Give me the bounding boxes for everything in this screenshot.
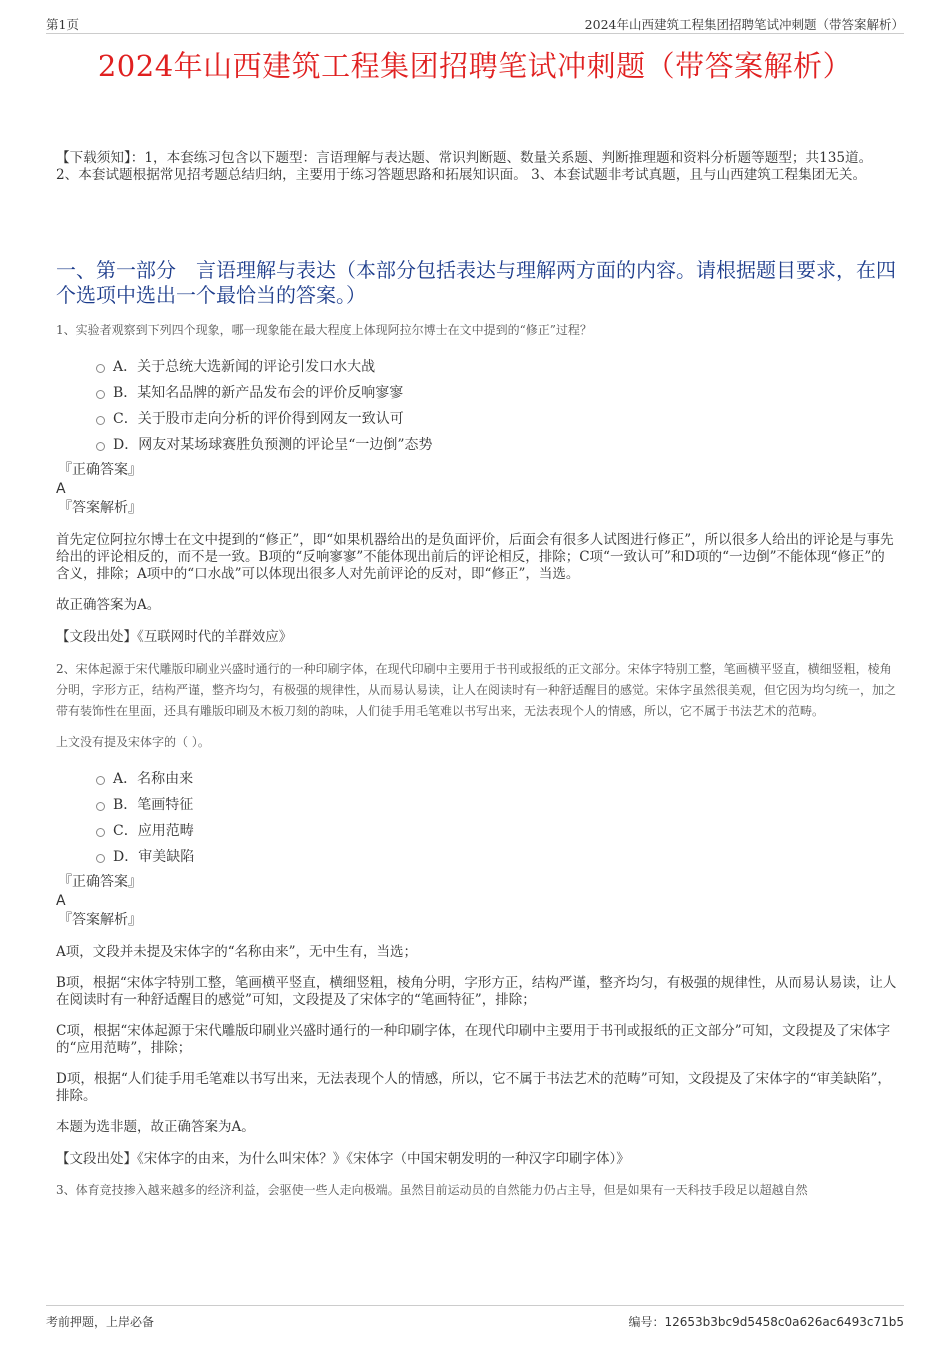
q1-option-a-label: A．关于总统大选新闻的评论引发口水大战 bbox=[113, 359, 376, 375]
question-2-text: 2、宋体起源于宋代雕版印刷业兴盛时通行的一种印刷字体，在现代印刷中主要用于书刊或报纸的正文部分。宋体字特别工整，笔画横平竖直，横细竖粗，棱角分明，字形方正，结构严谨，整齐均匀，有极强的规律性，从而易认易读，让人在阅读时有一种舒适醒目的感觉。宋体字虽然很美观，但它因为均匀统一，加之带有装饰性在里面，还具有雕版印刷及木板刀刻的韵味，人们徒手用毛笔难以书写出来，无法表现个人的情感，所以，它不属于书法艺术的范畴。 bbox=[56, 662, 897, 718]
q2-source: 【文段出处】《宋体字的由来，为什么叫宋体？》《宋体字（中国宋朝发明的一种汉字印刷字体）》 bbox=[56, 1151, 630, 1167]
q2-analysis-d: D项，根据“人们徒手用毛笔难以书写出来，无法表现个人的情感，所以，它不属于书法艺术的范畴”可知，文段提及了宋体字的“审美缺陷”，排除。 bbox=[56, 1071, 891, 1104]
question-2-options bbox=[96, 765, 898, 869]
q2-analysis-c: C项，根据“宋体起源于宋代雕版印刷业兴盛时通行的一种印刷字体，在现代印刷中主要用于书刊或报纸的正文部分”可知，文段提及了宋体字的“应用范畴”，排除； bbox=[56, 1023, 891, 1056]
q1-analysis-label: 『答案解析』 bbox=[58, 500, 142, 516]
question-1 bbox=[56, 320, 898, 646]
question-1-options bbox=[96, 353, 898, 457]
page-number: 第1页 bbox=[46, 17, 79, 32]
question-3 bbox=[56, 1180, 898, 1201]
page-footer bbox=[46, 1305, 904, 1330]
radio-icon[interactable] bbox=[96, 802, 105, 811]
footer-slogan: 考前押题，上岸必备 bbox=[46, 1315, 155, 1329]
q2-option-c-label: C．应用范畴 bbox=[113, 823, 194, 839]
q2-option-d[interactable] bbox=[96, 843, 898, 869]
document-title: 2024年山西建筑工程集团招聘笔试冲刺题（带答案解析） bbox=[97, 49, 853, 83]
q1-analysis: 首先定位阿拉尔博士在文中提到的“修正”，即“如果机器给出的是负面评价，后面会有很多人试图进行修正”，所以很多人给出的评论是与事先给出的评论相反的，而不是一致。B项的“反响寥寥”不能体现出前后的评论相反，排除；C项“一致认可”和D项的“一边倒”不能体现“修正”的含义，排除；A项中的“口水战”可以体现出很多人对先前评论的反对，即“修正”，当选。 bbox=[56, 532, 894, 582]
question-1-text: 1、实验者观察到下列四个现象，哪一现象能在最大程度上体现阿拉尔博士在文中提到的“修正”过程？ bbox=[56, 323, 592, 337]
q1-answer: A bbox=[56, 481, 66, 497]
radio-icon[interactable] bbox=[96, 854, 105, 863]
q1-option-b-label: B．某知名品牌的新产品发布会的评价反响寥寥 bbox=[113, 385, 404, 401]
radio-icon[interactable] bbox=[96, 828, 105, 837]
footer-code-label: 编号： bbox=[628, 1315, 665, 1329]
question-2 bbox=[56, 659, 898, 1168]
q2-option-a-label: A．名称由来 bbox=[113, 771, 194, 787]
q1-option-c-label: C．关于股市走向分析的评价得到网友一致认可 bbox=[113, 411, 404, 427]
q2-analysis-b: B项，根据“宋体字特别工整，笔画横平竖直，横细竖粗，棱角分明，字形方正，结构严谨，整齐均匀，有极强的规律性，从而易认易读，让人在阅读时有一种舒适醒目的感觉”可知，文段提及了宋体字的“笔画特征”，排除； bbox=[56, 975, 897, 1008]
section-title: 一、第一部分 言语理解与表达（本部分包括表达与理解两方面的内容。请根据题目要求，在四个选项中选出一个最恰当的答案。） bbox=[56, 258, 896, 307]
q2-option-c[interactable] bbox=[96, 817, 898, 843]
q2-conclusion: 本题为选非题，故正确答案为A。 bbox=[56, 1119, 255, 1135]
radio-icon[interactable] bbox=[96, 364, 105, 373]
q1-option-d-label: D．网友对某场球赛胜负预测的评论呈“一边倒”态势 bbox=[113, 437, 433, 453]
document-body bbox=[56, 150, 898, 1201]
q1-source: 【文段出处】《互联网时代的羊群效应》 bbox=[56, 629, 293, 645]
radio-icon[interactable] bbox=[96, 442, 105, 451]
q2-option-a[interactable] bbox=[96, 765, 898, 791]
q2-analysis-a: A项，文段并未提及宋体字的“名称由来”，无中生有，当选； bbox=[56, 944, 418, 960]
q1-option-a[interactable] bbox=[96, 353, 898, 379]
question-3-text: 3、体育竞技掺入越来越多的经济利益，会驱使一些人走向极端。虽然目前运动员的自然能力仍占主导，但是如果有一天科技手段足以超越自然 bbox=[56, 1183, 808, 1197]
q1-option-b[interactable] bbox=[96, 379, 898, 405]
q2-analysis-label: 『答案解析』 bbox=[58, 912, 142, 928]
footer-code-value: 12653b3bc9d5458c0a626ac6493c71b5 bbox=[664, 1315, 904, 1329]
q1-correct-label: 『正确答案』 bbox=[58, 462, 142, 478]
q2-option-d-label: D．审美缺陷 bbox=[113, 849, 195, 865]
header-doc-title: 2024年山西建筑工程集团招聘笔试冲刺题（带答案解析） bbox=[584, 17, 904, 32]
q2-answer: A bbox=[56, 893, 66, 909]
q1-option-c[interactable] bbox=[96, 405, 898, 431]
radio-icon[interactable] bbox=[96, 416, 105, 425]
download-notice: 【下载须知】：1，本套练习包含以下题型：言语理解与表达题、常识判断题、数量关系题、判断推理题和资料分析题等题型；共135道。 2、本套试题根据常见招考题总结归纳，主要用于练习答题思路和拓展知识面。 3、本套试题非考试真题，且与山西建筑工程集团无关。 bbox=[56, 150, 873, 183]
q2-correct-label: 『正确答案』 bbox=[58, 874, 142, 890]
q2-option-b[interactable] bbox=[96, 791, 898, 817]
footer-code bbox=[628, 1313, 904, 1330]
q1-option-d[interactable] bbox=[96, 431, 898, 457]
page-header bbox=[46, 14, 904, 34]
q1-conclusion: 故正确答案为A。 bbox=[56, 597, 161, 613]
q2-option-b-label: B．笔画特征 bbox=[113, 797, 194, 813]
radio-icon[interactable] bbox=[96, 776, 105, 785]
question-2-prompt: 上文没有提及宋体字的（ ）。 bbox=[56, 735, 210, 749]
radio-icon[interactable] bbox=[96, 390, 105, 399]
